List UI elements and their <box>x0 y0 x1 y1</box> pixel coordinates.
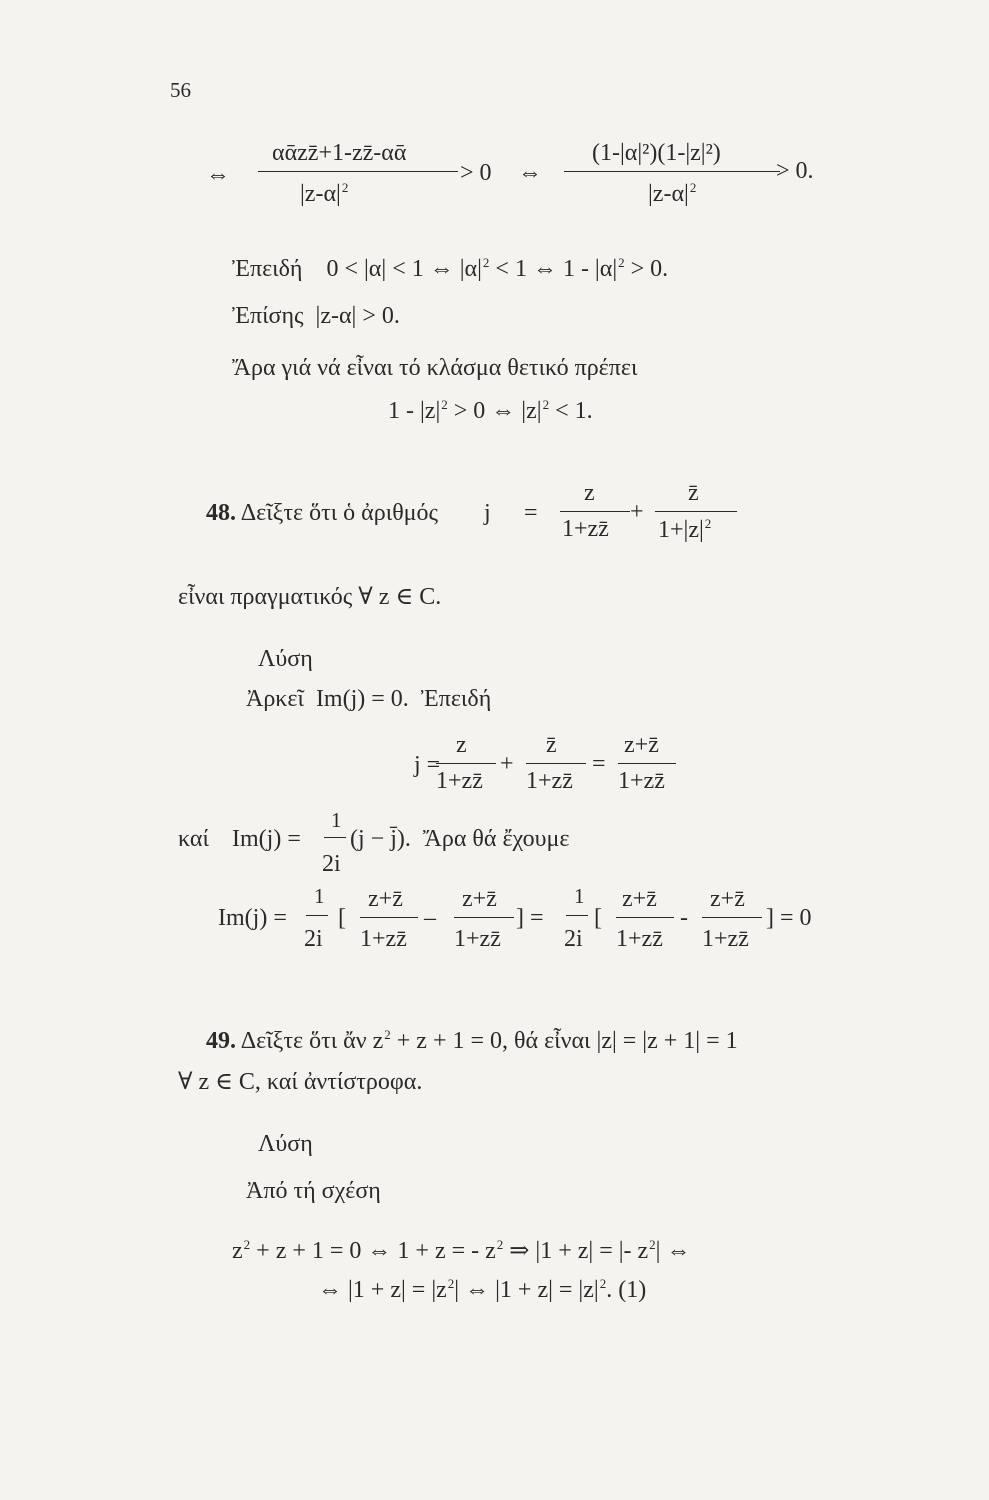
fraction-denominator: 2i <box>304 926 323 952</box>
equals-sign: = <box>592 751 606 777</box>
fraction-bar <box>454 917 514 918</box>
greater-than-zero: > 0. <box>776 158 814 184</box>
fraction-numerator: 1 <box>331 808 342 832</box>
fraction-numerator: αᾱzz̄+1-zz̄-αᾱ <box>272 140 407 166</box>
exercise-statement-continued: εἶναι πραγματικός ∀ z ∈ C. <box>178 584 442 610</box>
plus-sign: + <box>630 499 644 525</box>
exercise-statement-continued: ∀ z ∈ C, καί ἀντίστροφα. <box>178 1069 423 1095</box>
fraction-bar <box>655 511 737 512</box>
bracket: [ <box>594 905 602 931</box>
fraction-numerator: z <box>584 480 595 506</box>
exercise-statement: 48. Δεῖξτε ὅτι ὁ ἀριθμός <box>206 500 439 526</box>
fraction-bar <box>436 763 496 764</box>
text-line: Ἐπειδή 0 < |α| < 1 ⇔ $|\alpha|^2 < 1$ ⇔ $1 - |\alpha|^2 > 0$. <box>232 255 669 282</box>
fraction-denominator: 1+zz̄ <box>436 768 483 794</box>
text-line: Ἀρκεῖ Im(j) = 0. Ἐπειδή <box>246 686 492 712</box>
text-line: Ἐπίσης |z-α| > 0. <box>232 303 400 329</box>
fraction-denominator: 2i <box>322 851 341 877</box>
fraction-numerator: (1-|α|²)(1-|z|²) <box>592 140 721 166</box>
equation-line: $1 - |z|^2 > 0$ ⇔ $|z|^2 < 1$. <box>388 397 593 424</box>
fraction-bar <box>526 763 586 764</box>
fraction-denominator: $|z-\alpha|^2$ <box>648 180 697 207</box>
fraction-denominator: 1+zz̄ <box>526 768 573 794</box>
fraction-denominator: 1+zz̄ <box>618 768 665 794</box>
fraction-numerator: z+z̄ <box>462 886 497 912</box>
text-line: Ἀπό τή σχέση <box>246 1178 381 1204</box>
fraction-bar <box>616 917 674 918</box>
text-word: καί <box>178 826 209 852</box>
fraction-numerator: z+z̄ <box>368 886 403 912</box>
variable-j: j <box>484 500 491 526</box>
fraction-bar <box>306 915 328 916</box>
fraction-numerator: z+z̄ <box>624 732 659 758</box>
fraction-bar <box>702 917 762 918</box>
fraction-denominator: $1+|z|^2$ <box>658 516 712 543</box>
solution-title: Λύση <box>258 1131 313 1157</box>
fraction-denominator: 2i <box>564 926 583 952</box>
minus-sign: – <box>424 905 436 931</box>
exercise-number: 49. <box>206 1028 236 1054</box>
equivalence-symbol: ⇔ <box>518 160 542 186</box>
fraction-bar <box>560 511 630 512</box>
equation-lhs: Im(j) = <box>218 905 287 931</box>
fraction-bar <box>258 171 458 172</box>
fraction-numerator: z <box>456 732 467 758</box>
fraction-denominator: 1+zz̄ <box>360 926 407 952</box>
fraction-numerator: z̄ <box>688 480 699 506</box>
bracket-equals: ] = <box>516 905 544 931</box>
exercise-number: 48. <box>206 500 236 526</box>
plus-sign: + <box>500 751 514 777</box>
equivalence-symbol: ⇔ <box>206 162 230 188</box>
page-number: 56 <box>170 78 191 102</box>
fraction-bar <box>324 837 346 838</box>
fraction-denominator: 1+zz̄ <box>562 516 609 542</box>
minus-sign: - <box>680 905 688 931</box>
fraction-bar <box>564 171 780 172</box>
bracket-equals-zero: ] = 0 <box>766 905 812 931</box>
equation-lhs: Im(j) = <box>232 826 301 852</box>
fraction-numerator: 1 <box>574 884 585 908</box>
equation-line: ⇔ $|1 + z| = |z^2|$ ⇔ $|1 + z| = |z|^2$. (1) <box>318 1276 647 1303</box>
text-line: (j − j̄). Ἄρα θά ἔχουμε <box>350 826 570 852</box>
equation-lhs: j = <box>414 752 441 778</box>
fraction-bar <box>618 763 676 764</box>
fraction-denominator: 1+zz̄ <box>616 926 663 952</box>
fraction-numerator: z+z̄ <box>710 886 745 912</box>
greater-than-zero: > 0 <box>460 160 492 186</box>
fraction-bar <box>566 915 588 916</box>
solution-title: Λύση <box>258 646 313 672</box>
fraction-numerator: z̄ <box>546 732 557 758</box>
fraction-denominator: $|z-\alpha|^2$ <box>300 180 349 207</box>
fraction-denominator: 1+zz̄ <box>454 926 501 952</box>
bracket: [ <box>338 905 346 931</box>
equation-line: $z^2 + z + 1 = 0$ ⇔ 1 + z = - $z^2$ ⇒ |1 + z| = |- $z^2|$ ⇔ <box>232 1237 691 1264</box>
exercise-statement: 49. Δεῖξτε ὅτι ἄν $z^2 + z + 1 = 0$, θά εἶναι |z| = |z + 1| = 1 <box>206 1027 738 1054</box>
equals-sign: = <box>524 500 538 526</box>
text-line: Ἄρα γιά νά εἶναι τό κλάσμα θετικό πρέπει <box>232 355 638 381</box>
fraction-numerator: z+z̄ <box>622 886 657 912</box>
fraction-denominator: 1+zz̄ <box>702 926 749 952</box>
fraction-bar <box>360 917 418 918</box>
fraction-numerator: 1 <box>314 884 325 908</box>
